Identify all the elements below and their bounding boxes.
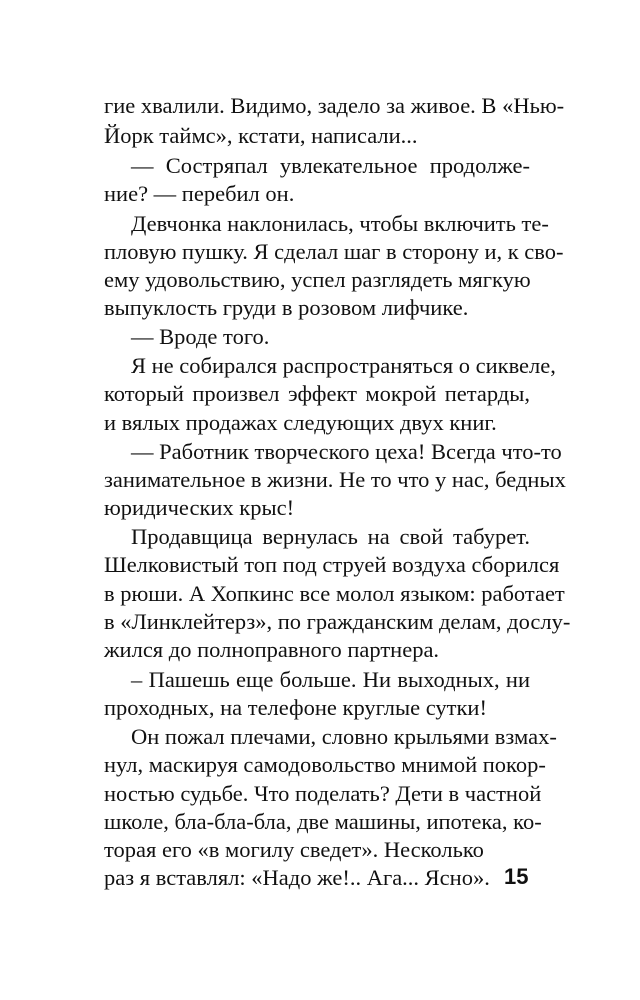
text-line: — Работник творческого цеха! Всегда что-то (131, 439, 562, 464)
text-line: Он пожал плечами, словно крыльями взмах- (131, 724, 557, 749)
text-line: который произвел эффект мокрой петарды, (104, 381, 530, 406)
text-line: школе, бла-бла-бла, две машины, ипотека, ко- (104, 809, 542, 834)
text-line: Шелковистый топ под струей воздуха сборился (104, 552, 560, 577)
text-line: нул, маскируя самодовольство мнимой покор- (104, 752, 546, 777)
text-line: юридических крыс! (104, 495, 295, 520)
text-line: Девчонка наклонилась, чтобы включить те- (131, 211, 549, 236)
text-line: — Состряпал увлекательное продолже- (131, 153, 530, 178)
text-line: пловую пушку. Я сделал шаг в сторону и, к сво- (104, 239, 564, 264)
text-line: раз я вставлял: «Надо же!.. Ага... Ясно». (104, 865, 490, 890)
text-line: ему удовольствию, успел разглядеть мягкую (104, 267, 531, 292)
text-line: жился до полноправного партнера. (104, 637, 440, 662)
page-number: 15 (504, 864, 529, 889)
text-line: гие хвалили. Видимо, задело за живое. В «Нью- (104, 93, 565, 118)
text-line: ностью судьбе. Что поделать? Дети в частной (104, 781, 542, 806)
text-line: Я не собирался распространяться о сиквеле, (131, 353, 556, 378)
text-line: в «Линклейтерз», по гражданским делам, дослу- (104, 609, 571, 634)
text-line: выпуклость груди в розовом лифчике. (104, 295, 469, 320)
text-line: и вялых продажах следующих двух книг. (104, 410, 497, 435)
text-line: – Пашешь еще больше. Ни выходных, ни (131, 667, 530, 692)
text-line: ние? — перебил он. (104, 181, 295, 206)
text-line: торая его «в могилу сведет». Несколько (104, 837, 484, 862)
text-line: проходных, на телефоне круглые сутки! (104, 695, 487, 720)
text-line: занимательное в жизни. Не то что у нас, бедных (104, 467, 566, 492)
text-line: в рюши. А Хопкинс все молол языком: работает (104, 581, 565, 606)
text-line: Йорк таймс», кстати, написали... (104, 123, 418, 148)
text-line: — Вроде того. (131, 324, 270, 349)
text-line: Продавщица вернулась на свой табурет. (131, 524, 530, 549)
